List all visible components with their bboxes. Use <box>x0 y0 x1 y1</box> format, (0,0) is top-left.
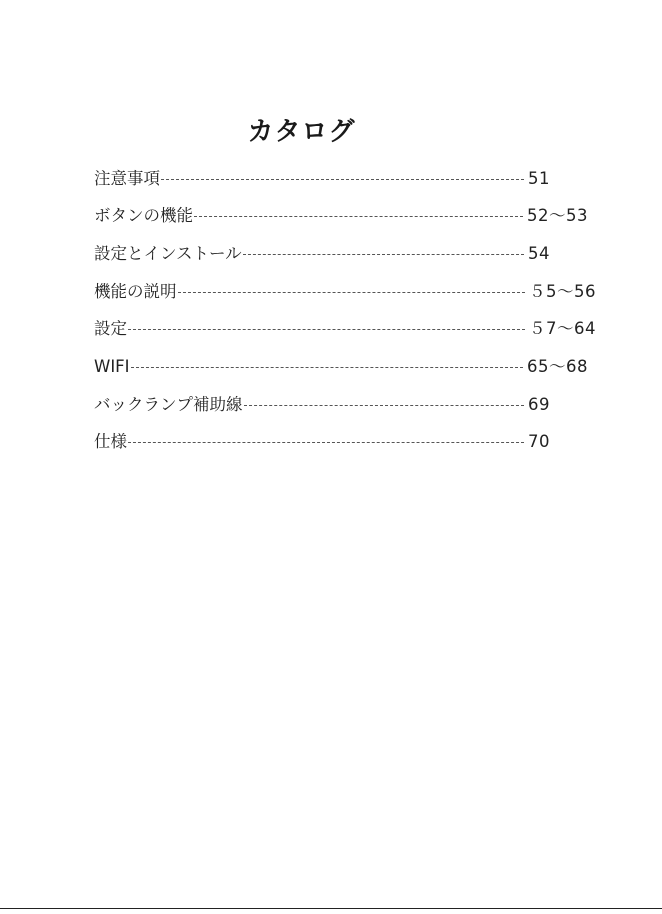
page-bottom-rule <box>0 908 662 909</box>
toc-entry-page: 51 <box>528 169 550 188</box>
page-title: カタログ <box>247 117 356 147</box>
toc-entry-page: ５7〜64 <box>529 319 596 338</box>
toc-entry[interactable] <box>94 355 588 379</box>
toc-entry[interactable] <box>94 242 550 266</box>
toc-leader-dots <box>243 254 524 255</box>
toc-entry[interactable] <box>94 317 596 341</box>
toc-entry[interactable] <box>94 393 550 417</box>
toc-entry-page: 54 <box>528 244 550 263</box>
toc-entry-label: 機能の説明 <box>94 282 177 301</box>
toc-entry[interactable] <box>94 204 588 228</box>
toc-entry[interactable] <box>94 167 550 191</box>
toc-entry-label: 仕様 <box>94 432 127 451</box>
toc-entry-page: 69 <box>528 395 550 414</box>
toc-leader-dots <box>131 367 523 368</box>
toc-entry-label: ボタンの機能 <box>94 206 193 225</box>
toc-entry-label: バックランプ補助線 <box>94 395 243 414</box>
toc-entry-page: ５5〜56 <box>529 282 596 301</box>
toc-leader-dots <box>178 292 526 293</box>
toc-leader-dots <box>244 405 525 406</box>
toc-entry-label: 設定とインストール <box>94 244 242 263</box>
toc-leader-dots <box>128 442 524 443</box>
toc-entry[interactable] <box>94 430 550 454</box>
toc-entry-label: 設定 <box>94 319 127 338</box>
toc-leader-dots <box>194 216 523 217</box>
toc-entry-page: 70 <box>528 432 550 451</box>
toc-entry-page: 52〜53 <box>527 206 588 225</box>
toc-entry-page: 65〜68 <box>527 357 588 376</box>
toc-entry-label: 注意事項 <box>94 169 160 188</box>
toc-leader-dots <box>161 179 524 180</box>
toc-entry[interactable] <box>94 280 596 304</box>
toc-entry-label: WIFI <box>94 357 130 376</box>
toc-leader-dots <box>128 329 525 330</box>
